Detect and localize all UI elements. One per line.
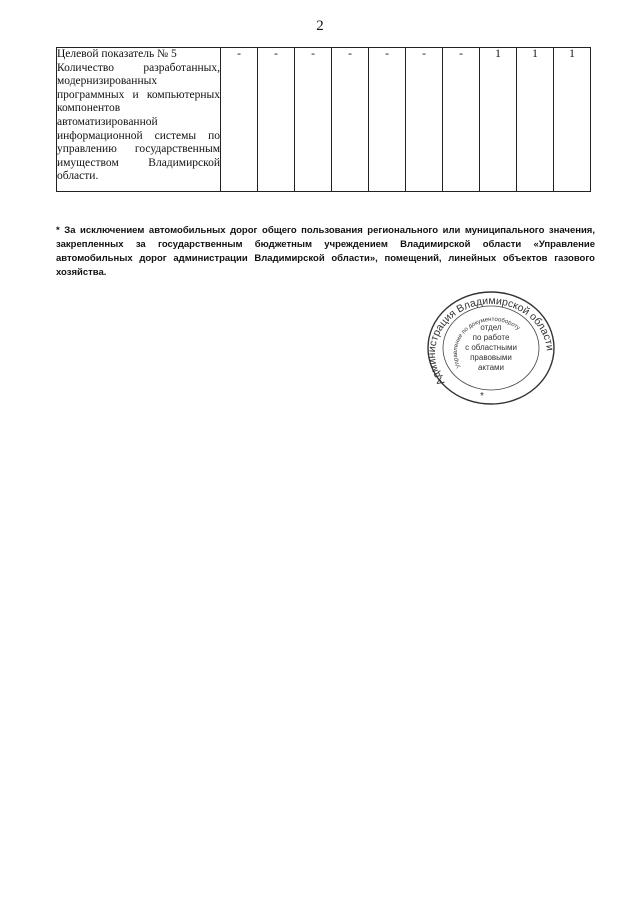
indicator-text-line: управлению государственным: [57, 143, 220, 156]
indicator-text-line: компонентов: [57, 102, 121, 115]
seal-star: *: [480, 391, 484, 402]
value-cell: -: [295, 48, 332, 192]
seal-inner-ring-text: Управление по документообороту: [452, 316, 521, 369]
value-cell: 1: [517, 48, 554, 192]
indicator-text-line: Количество разработанных,: [57, 61, 220, 74]
table-row: [57, 48, 591, 192]
indicator-table: [56, 47, 591, 192]
value-cell: -: [443, 48, 480, 192]
seal-graphic: [426, 290, 556, 406]
value-cell: -: [258, 48, 295, 192]
indicator-title: Целевой показатель № 5: [57, 48, 177, 60]
indicator-text-line: модернизированных: [57, 75, 158, 88]
value-cell: -: [332, 48, 369, 192]
seal-center-line: правовыми: [470, 353, 512, 362]
footnote: * За исключением автомобильных дорог общего пользования регионального или муниципального значения, закрепленных за государственным бюджетным учреждением Владимирской области «Управление автомобильных дорог администрации Владимирской области», помещений, линейных объектов газового хозяйства.: [56, 225, 595, 278]
indicator-text-line: автоматизированной: [57, 115, 158, 128]
value-cell: -: [406, 48, 443, 192]
indicator-text-line: имуществом Владимирской: [57, 156, 220, 169]
value-cell: 1: [480, 48, 517, 192]
seal-outer-text: Администрация Владимирской области: [426, 294, 556, 388]
seal-center-line: отдел: [480, 323, 502, 332]
indicator-label-cell: [57, 48, 221, 192]
value-cell: -: [221, 48, 258, 192]
seal-center-line: актами: [477, 363, 505, 372]
value-cell: 1: [554, 48, 591, 192]
indicator-text-line: области.: [57, 170, 99, 183]
page-number: 2: [316, 18, 324, 34]
indicator-text-line: информационной системы по: [57, 129, 220, 142]
indicator-text-line: программных и компьютерных: [57, 88, 220, 101]
value-cell: -: [369, 48, 406, 192]
seal-center-line: с областными: [465, 343, 517, 352]
seal-center-line: по работе: [472, 333, 510, 342]
official-seal: [426, 290, 556, 406]
